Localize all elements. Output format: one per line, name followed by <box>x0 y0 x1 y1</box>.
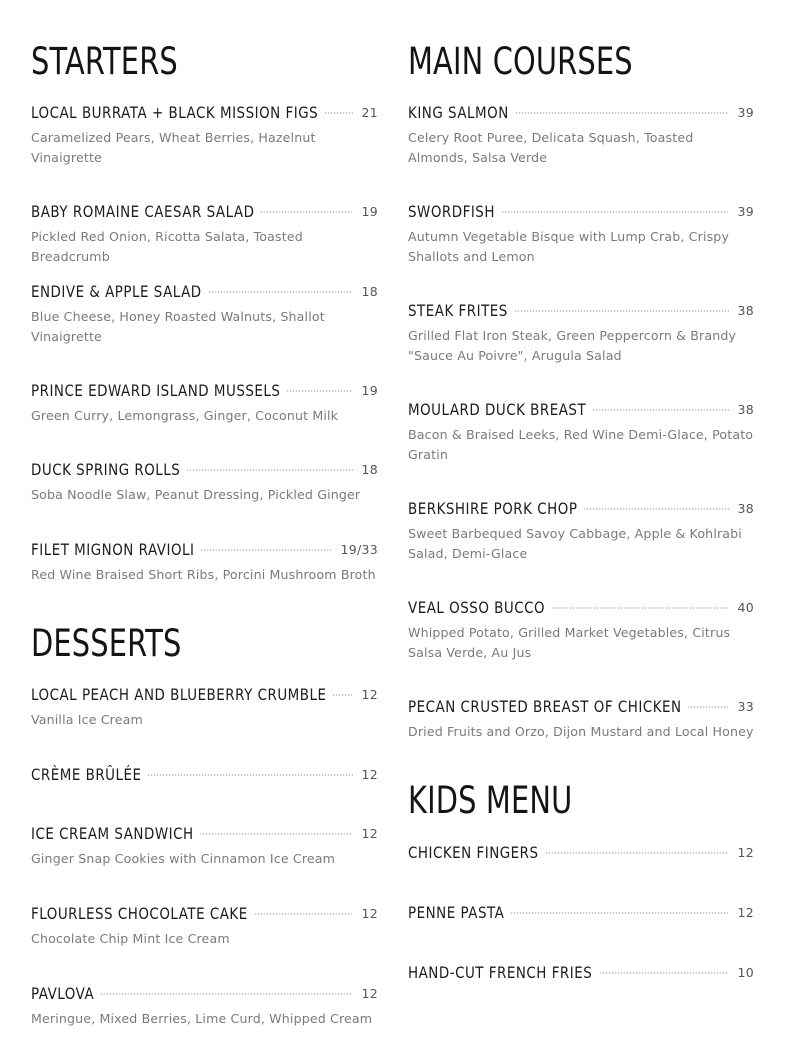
dot-leader <box>260 211 353 213</box>
dot-leader <box>200 549 332 551</box>
item-price: 39 <box>737 203 754 219</box>
section-title-main-courses: MAIN COURSES <box>408 40 633 83</box>
item-name: PRINCE EDWARD ISLAND MUSSELS <box>31 380 281 400</box>
menu-item <box>31 902 378 949</box>
dot-leader <box>100 993 353 995</box>
item-name: KING SALMON <box>408 102 509 122</box>
item-price: 21 <box>361 104 378 120</box>
item-description: Blue Cheese, Honey Roasted Walnuts, Shallot Vinaigrette <box>31 309 325 344</box>
item-description: Ginger Snap Cookies with Cinnamon Ice Cream <box>31 851 336 866</box>
menu-item <box>31 822 378 869</box>
dot-leader <box>501 211 730 213</box>
dot-leader <box>551 607 729 609</box>
item-price: 38 <box>737 302 754 318</box>
section-title-kids-menu: KIDS MENU <box>408 779 573 822</box>
menu-item <box>408 497 754 563</box>
item-price: 12 <box>361 825 378 841</box>
item-name: HAND-CUT FRENCH FRIES <box>408 962 593 982</box>
dot-leader <box>592 409 729 411</box>
item-description: Grilled Flat Iron Steak, Green Peppercorn & Brandy "Sauce Au Poivre", Arugula Salad <box>408 328 737 363</box>
item-description: Whipped Potato, Grilled Market Vegetables, Citrus Salsa Verde, Au Jus <box>408 625 731 660</box>
menu-item <box>408 596 754 662</box>
dot-leader <box>514 310 730 312</box>
dot-leader <box>599 972 730 974</box>
dot-leader <box>254 913 354 915</box>
dot-leader <box>687 706 729 708</box>
item-price: 38 <box>737 401 754 417</box>
item-price: 12 <box>361 766 378 782</box>
menu-item <box>408 841 754 863</box>
menu-item <box>31 101 378 167</box>
item-price: 19/33 <box>340 541 378 557</box>
item-price: 19 <box>361 203 378 219</box>
dot-leader <box>332 694 353 696</box>
menu-item <box>408 961 754 983</box>
item-description: Caramelized Pears, Wheat Berries, Hazelnut Vinaigrette <box>31 130 316 165</box>
item-price: 10 <box>737 964 754 980</box>
item-price: 12 <box>737 844 754 860</box>
item-name: ICE CREAM SANDWICH <box>31 823 194 843</box>
menu-item <box>31 982 378 1029</box>
item-description: Pickled Red Onion, Ricotta Salata, Toasted Breadcrumb <box>31 229 303 264</box>
item-name: STEAK FRITES <box>408 300 508 320</box>
section-title-starters: STARTERS <box>31 40 178 83</box>
item-price: 12 <box>361 905 378 921</box>
item-name: CHICKEN FINGERS <box>408 842 539 862</box>
menu-item <box>31 280 378 346</box>
menu-item <box>31 683 378 730</box>
item-price: 18 <box>361 283 378 299</box>
item-name: DUCK SPRING ROLLS <box>31 459 181 479</box>
menu-item <box>408 695 754 742</box>
section-title-desserts: DESSERTS <box>31 622 182 665</box>
menu-item <box>408 200 754 266</box>
item-description: Vanilla Ice Cream <box>31 712 143 727</box>
menu-item <box>408 398 754 464</box>
item-price: 33 <box>737 698 754 714</box>
item-description: Green Curry, Lemongrass, Ginger, Coconut Milk <box>31 408 339 423</box>
item-price: 18 <box>361 461 378 477</box>
item-name: FLOURLESS CHOCOLATE CAKE <box>31 903 248 923</box>
item-name: VEAL OSSO BUCCO <box>408 597 546 617</box>
item-description: Autumn Vegetable Bisque with Lump Crab, Crispy Shallots and Lemon <box>408 229 730 264</box>
item-description: Dried Fruits and Orzo, Dijon Mustard and Local Honey <box>408 724 754 739</box>
dot-leader <box>186 469 353 471</box>
item-name: CRÈME BRÛLÉE <box>31 764 142 784</box>
item-description: Red Wine Braised Short Ribs, Porcini Mushroom Broth <box>31 567 376 582</box>
item-price: 19 <box>361 382 378 398</box>
dot-leader <box>515 112 730 114</box>
dot-leader <box>583 508 729 510</box>
item-name: SWORDFISH <box>408 201 495 221</box>
item-description: Chocolate Chip Mint Ice Cream <box>31 931 230 946</box>
menu-item <box>408 101 754 167</box>
dot-leader <box>324 112 353 114</box>
item-name: LOCAL PEACH AND BLUEBERRY CRUMBLE <box>31 684 327 704</box>
dot-leader <box>208 291 354 293</box>
menu-item <box>408 299 754 365</box>
item-name: BERKSHIRE PORK CHOP <box>408 498 578 518</box>
menu-item <box>31 200 378 266</box>
item-price: 12 <box>361 686 378 702</box>
item-name: PAVLOVA <box>31 983 95 1003</box>
dot-leader <box>286 390 353 392</box>
item-name: ENDIVE & APPLE SALAD <box>31 281 202 301</box>
item-name: PENNE PASTA <box>408 902 505 922</box>
item-description: Meringue, Mixed Berries, Lime Curd, Whipped Cream <box>31 1011 373 1026</box>
item-name: BABY ROMAINE CAESAR SALAD <box>31 201 255 221</box>
dot-leader <box>199 833 353 835</box>
item-name: LOCAL BURRATA + BLACK MISSION FIGS <box>31 102 319 122</box>
item-name: MOULARD DUCK BREAST <box>408 399 587 419</box>
menu-item <box>31 379 378 426</box>
menu-item <box>408 901 754 923</box>
item-price: 38 <box>737 500 754 516</box>
dot-leader <box>147 774 353 776</box>
item-price: 12 <box>361 985 378 1001</box>
item-description: Soba Noodle Slaw, Peanut Dressing, Pickled Ginger <box>31 487 361 502</box>
item-price: 39 <box>737 104 754 120</box>
dot-leader <box>545 852 730 854</box>
menu-item <box>31 763 378 785</box>
item-name: FILET MIGNON RAVIOLI <box>31 539 195 559</box>
item-price: 40 <box>737 599 754 615</box>
item-description: Bacon & Braised Leeks, Red Wine Demi-Glace, Potato Gratin <box>408 427 754 462</box>
item-price: 12 <box>737 904 754 920</box>
item-description: Sweet Barbequed Savoy Cabbage, Apple & Kohlrabi Salad, Demi-Glace <box>408 526 742 561</box>
menu-item <box>31 458 378 505</box>
dot-leader <box>510 912 729 914</box>
item-name: PECAN CRUSTED BREAST OF CHICKEN <box>408 696 682 716</box>
item-description: Celery Root Puree, Delicata Squash, Toasted Almonds, Salsa Verde <box>408 130 694 165</box>
menu-item <box>31 538 378 585</box>
